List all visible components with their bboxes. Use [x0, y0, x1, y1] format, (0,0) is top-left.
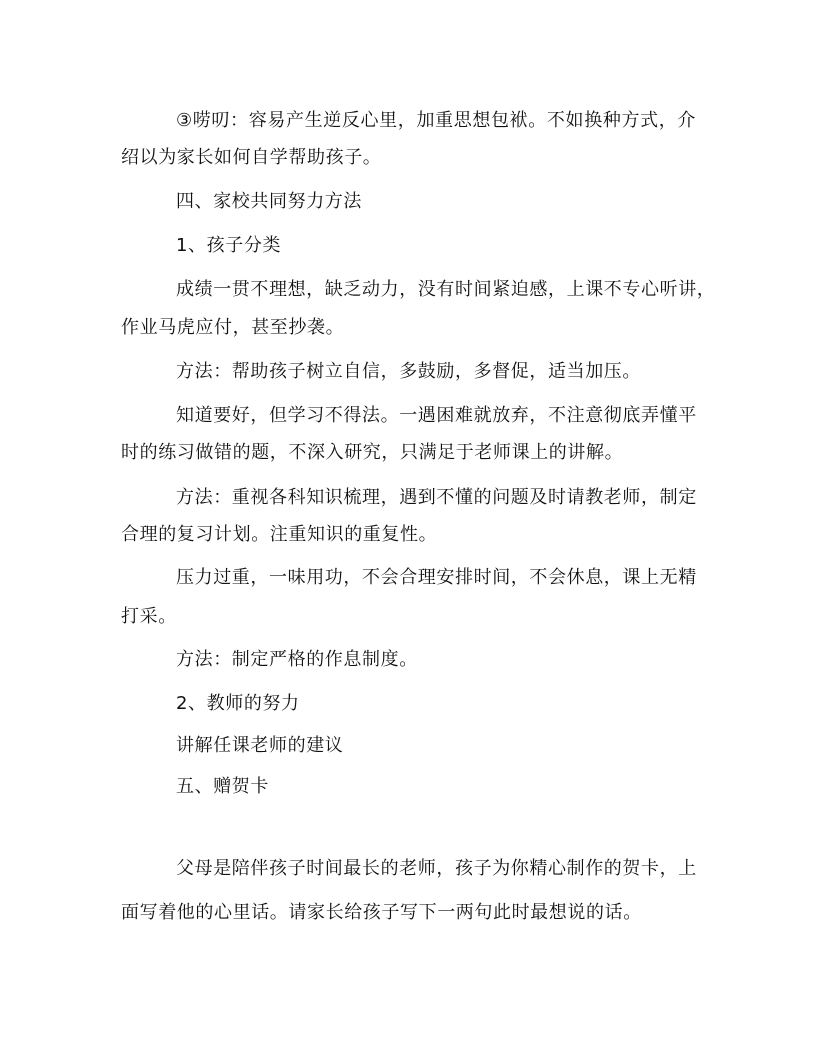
paragraph-type1-line-2: 作业马虎应付，甚至抄袭。	[121, 317, 345, 338]
paragraph-card-line-2: 面写着他的心里话。请家长给孩子写下一两句此时最想说的话。	[121, 902, 642, 923]
section-heading-four: 四、家校共同努力方法	[176, 191, 362, 212]
section-heading-five: 五、赠贺卡	[176, 776, 269, 797]
method-type2-line-1: 方法：重视各科知识梳理，遇到不懂的问题及时请教老师，制定	[176, 487, 697, 508]
paragraph-teacher-advice: 讲解任课老师的建议	[176, 735, 344, 756]
method-type2-line-2: 合理的复习计划。注重知识的重复性。	[121, 524, 438, 545]
subheading-child-classification: 1、孩子分类	[176, 235, 282, 256]
paragraph-type2-line-1: 知道要好，但学习不得法。一遇困难就放弃，不注意彻底弄懂平	[176, 405, 697, 426]
paragraph-type3-line-2: 打采。	[121, 606, 177, 627]
paragraph-type3-line-1: 压力过重，一味用功，不会合理安排时间，不会休息，课上无精	[176, 567, 697, 588]
paragraph-type2-line-2: 时的练习做错的题，不深入研究，只满足于老师课上的讲解。	[121, 442, 624, 463]
method-type3: 方法：制定严格的作息制度。	[176, 649, 418, 670]
paragraph-nagging-line-1: ③唠叨：容易产生逆反心里，加重思想包袱。不如换种方式，介	[176, 110, 696, 131]
subheading-teacher-effort: 2、教师的努力	[176, 693, 300, 714]
paragraph-card-line-1: 父母是陪伴孩子时间最长的老师，孩子为你精心制作的贺卡，上	[176, 858, 697, 879]
paragraph-type1-line-1: 成绩一贯不理想，缺乏动力，没有时间紧迫感，上课不专心听讲，	[176, 279, 716, 300]
method-type1: 方法：帮助孩子树立自信，多鼓励，多督促，适当加压。	[176, 361, 641, 382]
paragraph-nagging-line-2: 绍以为家长如何自学帮助孩子。	[121, 147, 382, 168]
